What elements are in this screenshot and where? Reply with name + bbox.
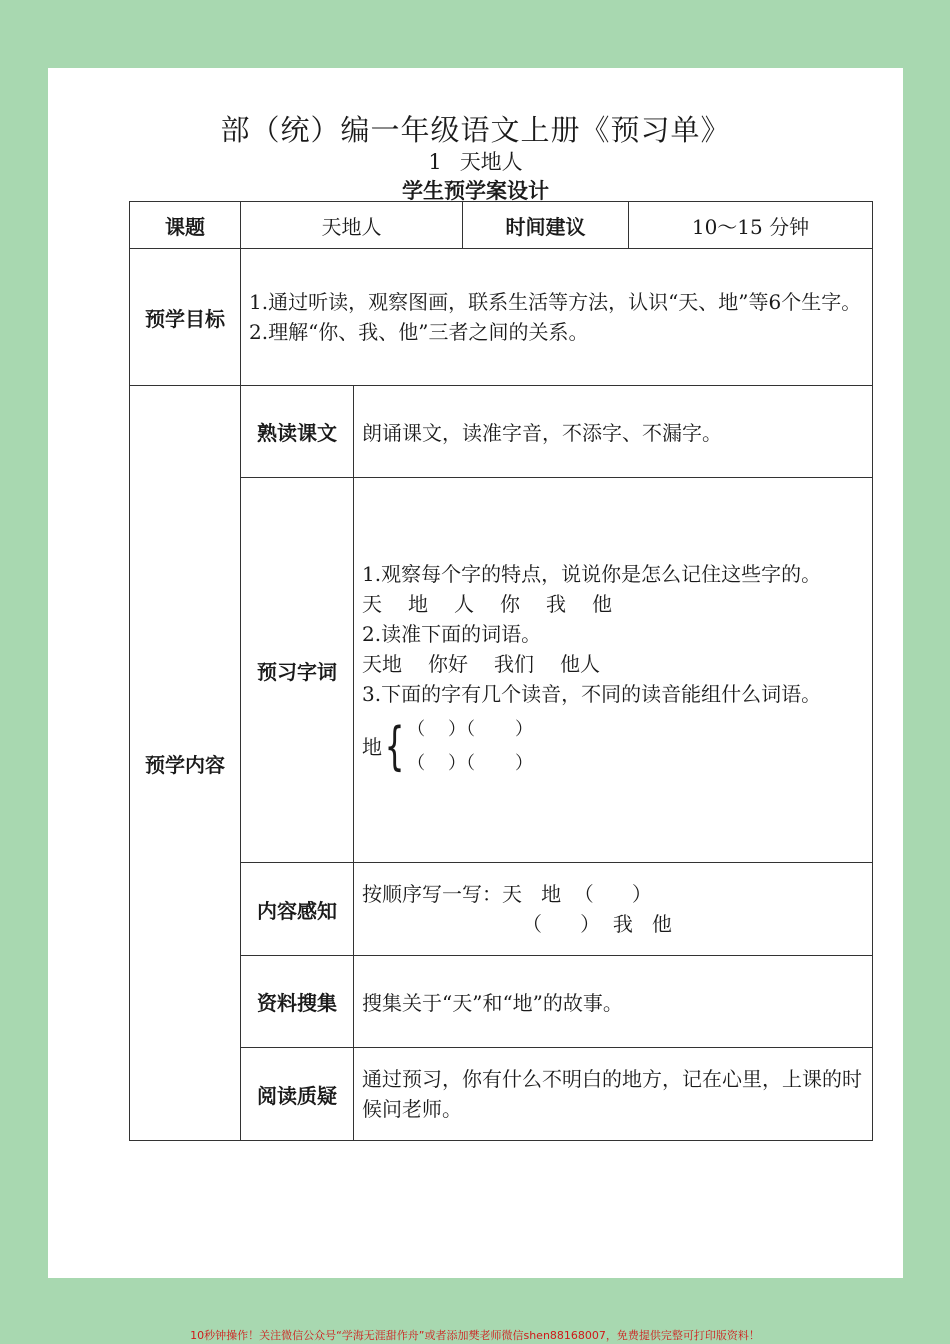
words-q2: 2.读准下面的词语。 [362, 622, 542, 646]
time-value: 10～15 分钟 [629, 202, 873, 249]
perceive-row [130, 863, 873, 956]
read-label: 熟读课文 [241, 386, 354, 478]
footer-note: 10秒钟操作！关注微信公众号“学海无涯甜作舟”或者添加樊老师微信shen88168007，免费提供完整可打印版资料！ [190, 1329, 760, 1342]
perceive-line-1: 按顺序写一写：天 地 （ ） [362, 882, 652, 906]
page-subtitle: 学生预学案设计 [402, 179, 549, 203]
polyphone-char: 地 [362, 735, 382, 759]
header-row [130, 202, 873, 249]
terms-line [362, 649, 864, 679]
lesson-number: 1 [428, 150, 442, 174]
words-content [354, 478, 873, 863]
char-item: 你 [500, 592, 520, 616]
page-title: 部（统）编一年级语文上册《预习单》 [220, 113, 731, 147]
read-row [130, 386, 873, 478]
term-item: 天地 [362, 652, 402, 676]
term-item: 你好 [428, 652, 468, 676]
term-item: 他人 [560, 652, 600, 676]
perceive-line-2: （ ） 我 他 [522, 912, 672, 936]
topic-label: 课题 [130, 202, 241, 249]
char-item: 天 [362, 592, 382, 616]
goals-text [241, 249, 873, 386]
goal-1: 1.通过听读，观察图画，联系生活等方法，认识“天、地”等6个生字。 [249, 290, 862, 314]
goals-label: 预学目标 [130, 249, 241, 386]
time-label: 时间建议 [463, 202, 629, 249]
question-text: 通过预习，你有什么不明白的地方，记在心里，上课的时候问老师。 [354, 1048, 873, 1141]
brace-icon: { [384, 717, 405, 777]
read-text: 朗诵课文，读准字音，不添字、不漏字。 [354, 386, 873, 478]
term-item: 我们 [494, 652, 534, 676]
collect-text: 搜集关于“天”和“地”的故事。 [354, 956, 873, 1048]
perceive-label: 内容感知 [241, 863, 354, 956]
words-label: 预习字词 [241, 478, 354, 863]
lesson-title: 天地人 [459, 150, 523, 174]
words-q3: 3.下面的字有几个读音，不同的读音能组什么词语。 [362, 682, 822, 706]
chars-line [362, 589, 864, 619]
blank-row-2[interactable]: （ ）（ ） [407, 753, 534, 774]
worksheet-page [48, 68, 903, 1278]
words-q1: 1.观察每个字的特点，说说你是怎么记住这些字的。 [362, 562, 822, 586]
content-label: 预学内容 [130, 386, 241, 1141]
char-item: 我 [546, 592, 566, 616]
words-row [130, 478, 873, 863]
collect-label: 资料搜集 [241, 956, 354, 1048]
topic-value: 天地人 [241, 202, 463, 249]
blank-row-1[interactable]: （ ）（ ） [407, 719, 534, 740]
lesson-heading [48, 146, 903, 176]
polyphone-group [362, 713, 864, 781]
perceive-text [354, 863, 873, 956]
goals-row [130, 249, 873, 386]
goal-2: 2.理解“你、我、他”三者之间的关系。 [249, 320, 589, 344]
char-item: 他 [592, 592, 612, 616]
char-item: 人 [454, 592, 474, 616]
question-label: 阅读质疑 [241, 1048, 354, 1141]
question-row [130, 1048, 873, 1141]
preview-table [129, 201, 873, 1141]
char-item: 地 [408, 592, 428, 616]
collect-row [130, 956, 873, 1048]
polyphone-blanks [407, 713, 533, 781]
